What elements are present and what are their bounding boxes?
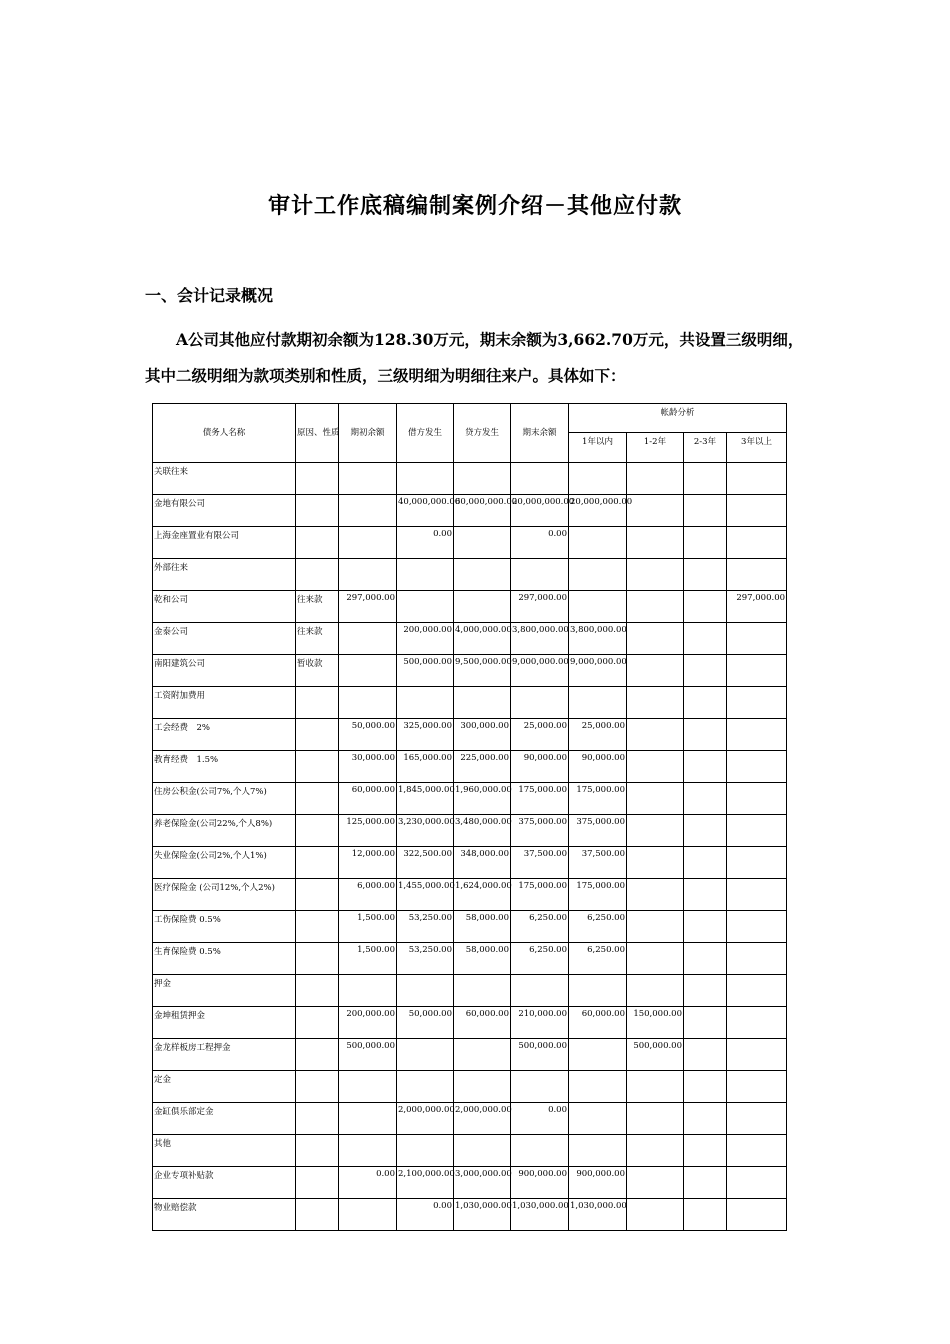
cell-name: 金龙样板房工程押金 [153, 1039, 296, 1071]
cell-closing: 90,000.00 [511, 751, 569, 783]
cell-credit: 225,000.00 [454, 751, 511, 783]
cell-credit: 3,480,000.00 [454, 815, 511, 847]
table-row [153, 911, 787, 943]
cell-name: 教育经费 1.5% [153, 751, 296, 783]
cell-nature [296, 463, 339, 495]
cell-age-over-3y [727, 975, 787, 1007]
cell-credit: 1,624,000.00 [454, 879, 511, 911]
cell-age-2-3y [684, 1103, 727, 1135]
cell-age-within-1y [569, 1039, 627, 1071]
cell-age-2-3y [684, 1199, 727, 1231]
cell-age-over-3y [727, 463, 787, 495]
cell-age-within-1y [569, 591, 627, 623]
cell-age-2-3y [684, 1071, 727, 1103]
cell-age-within-1y [569, 687, 627, 719]
header-debit: 借方发生 [397, 404, 454, 463]
cell-credit [454, 591, 511, 623]
cell-age-over-3y [727, 943, 787, 975]
cell-age-within-1y [569, 463, 627, 495]
cell-opening: 60,000.00 [339, 783, 397, 815]
cell-age-over-3y [727, 687, 787, 719]
cell-age-within-1y: 175,000.00 [569, 783, 627, 815]
cell-age-over-3y [727, 751, 787, 783]
cell-opening: 6,000.00 [339, 879, 397, 911]
cell-age-1-2y [627, 815, 684, 847]
cell-debit: 0.00 [397, 1199, 454, 1231]
cell-age-2-3y [684, 463, 727, 495]
cell-age-2-3y [684, 527, 727, 559]
cell-nature [296, 1103, 339, 1135]
cell-age-over-3y [727, 911, 787, 943]
cell-age-within-1y [569, 1103, 627, 1135]
cell-name: 金缸俱乐部定金 [153, 1103, 296, 1135]
cell-opening: 297,000.00 [339, 591, 397, 623]
cell-name: 工伤保险费 0.5% [153, 911, 296, 943]
cell-age-over-3y [727, 559, 787, 591]
cell-age-over-3y [727, 623, 787, 655]
cell-age-within-1y: 3,800,000.00 [569, 623, 627, 655]
table-row [153, 879, 787, 911]
cell-age-over-3y [727, 1135, 787, 1167]
cell-credit [454, 975, 511, 1007]
cell-closing: 175,000.00 [511, 783, 569, 815]
cell-closing [511, 463, 569, 495]
cell-age-1-2y: 500,000.00 [627, 1039, 684, 1071]
cell-closing: 900,000.00 [511, 1167, 569, 1199]
cell-age-over-3y [727, 1039, 787, 1071]
cell-age-1-2y [627, 559, 684, 591]
cell-opening: 1,500.00 [339, 911, 397, 943]
cell-nature [296, 559, 339, 591]
cell-debit: 2,100,000.00 [397, 1167, 454, 1199]
cell-age-2-3y [684, 1007, 727, 1039]
cell-name: 南阳建筑公司 [153, 655, 296, 687]
cell-age-1-2y [627, 1103, 684, 1135]
cell-age-1-2y [627, 943, 684, 975]
cell-debit: 325,000.00 [397, 719, 454, 751]
cell-debit: 1,845,000.00 [397, 783, 454, 815]
cell-age-2-3y [684, 559, 727, 591]
cell-opening [339, 623, 397, 655]
cell-opening [339, 1135, 397, 1167]
header-name: 债务人名称 [153, 404, 296, 463]
cell-nature [296, 1007, 339, 1039]
cell-age-over-3y [727, 847, 787, 879]
cell-age-over-3y [727, 1103, 787, 1135]
category-row [153, 1135, 787, 1167]
cell-age-2-3y [684, 815, 727, 847]
cell-age-1-2y [627, 975, 684, 1007]
cell-closing: 6,250.00 [511, 911, 569, 943]
cell-debit: 200,000.00 [397, 623, 454, 655]
cell-opening: 1,500.00 [339, 943, 397, 975]
cell-age-2-3y [684, 943, 727, 975]
cell-credit [454, 463, 511, 495]
cell-age-within-1y: 6,250.00 [569, 943, 627, 975]
header-age-1-2y: 1-2年 [627, 433, 684, 463]
cell-age-2-3y [684, 655, 727, 687]
header-nature: 原因、性质 [296, 404, 339, 463]
cell-age-1-2y [627, 495, 684, 527]
table-row [153, 815, 787, 847]
cell-age-1-2y [627, 591, 684, 623]
other-payables-table [152, 403, 787, 1231]
cell-opening [339, 687, 397, 719]
category-row [153, 1071, 787, 1103]
cell-closing: 297,000.00 [511, 591, 569, 623]
category-row [153, 975, 787, 1007]
cell-age-2-3y [684, 495, 727, 527]
document-title: 审计工作底稿编制案例介绍－其他应付款 [267, 193, 682, 219]
section-heading: 一、会计记录概况 [145, 286, 274, 305]
cell-age-2-3y [684, 751, 727, 783]
cell-debit: 500,000.00 [397, 655, 454, 687]
table-body [153, 463, 787, 1231]
cell-credit: 9,500,000.00 [454, 655, 511, 687]
category-row [153, 687, 787, 719]
cell-name: 住房公积金(公司7%,个人7%) [153, 783, 296, 815]
cell-credit: 3,000,000.00 [454, 1167, 511, 1199]
table-row [153, 623, 787, 655]
cell-age-1-2y [627, 623, 684, 655]
cell-name: 金地有限公司 [153, 495, 296, 527]
cell-age-within-1y: 37,500.00 [569, 847, 627, 879]
cell-nature [296, 911, 339, 943]
cell-nature [296, 687, 339, 719]
cell-age-over-3y [727, 1071, 787, 1103]
cell-debit: 0.00 [397, 527, 454, 559]
cell-age-over-3y [727, 783, 787, 815]
cell-age-2-3y [684, 879, 727, 911]
cell-age-2-3y [684, 1039, 727, 1071]
cell-age-within-1y: 375,000.00 [569, 815, 627, 847]
cell-debit [397, 1135, 454, 1167]
cell-debit: 1,455,000.00 [397, 879, 454, 911]
cell-nature [296, 847, 339, 879]
cell-closing: 375,000.00 [511, 815, 569, 847]
cell-closing: 37,500.00 [511, 847, 569, 879]
cell-debit: 53,250.00 [397, 911, 454, 943]
cell-age-within-1y: 1,030,000.00 [569, 1199, 627, 1231]
cell-age-2-3y [684, 847, 727, 879]
header-aging: 帐龄分析 [569, 404, 787, 433]
table-row [153, 1039, 787, 1071]
cell-age-within-1y: 20,000,000.00 [569, 495, 627, 527]
cell-age-1-2y: 150,000.00 [627, 1007, 684, 1039]
cell-nature: 往来款 [296, 623, 339, 655]
cell-age-within-1y: 175,000.00 [569, 879, 627, 911]
cell-opening [339, 495, 397, 527]
cell-nature [296, 751, 339, 783]
cell-closing [511, 1071, 569, 1103]
cell-age-over-3y [727, 1007, 787, 1039]
cell-age-2-3y [684, 911, 727, 943]
cell-credit [454, 527, 511, 559]
cell-debit: 322,500.00 [397, 847, 454, 879]
cell-age-over-3y [727, 815, 787, 847]
cell-closing: 20,000,000.00 [511, 495, 569, 527]
table-row [153, 495, 787, 527]
table-row [153, 1199, 787, 1231]
cell-credit: 2,000,000.00 [454, 1103, 511, 1135]
cell-age-over-3y [727, 495, 787, 527]
cell-age-over-3y [727, 1199, 787, 1231]
cell-nature: 往来款 [296, 591, 339, 623]
cell-credit [454, 687, 511, 719]
cell-debit [397, 1071, 454, 1103]
cell-age-2-3y [684, 783, 727, 815]
cell-debit: 53,250.00 [397, 943, 454, 975]
cell-credit: 58,000.00 [454, 943, 511, 975]
cell-name: 物业赔偿款 [153, 1199, 296, 1231]
cell-age-over-3y [727, 719, 787, 751]
cell-nature [296, 1199, 339, 1231]
cell-nature [296, 1039, 339, 1071]
cell-debit [397, 687, 454, 719]
cell-name: 金坤租赁押金 [153, 1007, 296, 1039]
header-age-over-3y: 3年以上 [727, 433, 787, 463]
table-row [153, 783, 787, 815]
table-row [153, 527, 787, 559]
cell-nature [296, 719, 339, 751]
category-label: 押金 [153, 975, 296, 1007]
table-row [153, 655, 787, 687]
cell-age-over-3y [727, 879, 787, 911]
cell-nature: 暂收款 [296, 655, 339, 687]
cell-name: 乾和公司 [153, 591, 296, 623]
cell-age-1-2y [627, 751, 684, 783]
cell-age-2-3y [684, 623, 727, 655]
cell-debit: 40,000,000.00 [397, 495, 454, 527]
cell-name: 企业专项补贴款 [153, 1167, 296, 1199]
cell-nature [296, 527, 339, 559]
table-row [153, 1103, 787, 1135]
cell-closing: 210,000.00 [511, 1007, 569, 1039]
cell-nature [296, 783, 339, 815]
cell-age-1-2y [627, 719, 684, 751]
cell-age-over-3y: 297,000.00 [727, 591, 787, 623]
cell-name: 工会经费 2% [153, 719, 296, 751]
category-label: 定金 [153, 1071, 296, 1103]
cell-credit [454, 1071, 511, 1103]
cell-age-2-3y [684, 719, 727, 751]
cell-closing [511, 687, 569, 719]
cell-debit [397, 559, 454, 591]
cell-opening [339, 1103, 397, 1135]
category-row [153, 559, 787, 591]
cell-age-1-2y [627, 783, 684, 815]
cell-nature [296, 815, 339, 847]
cell-opening [339, 975, 397, 1007]
cell-credit: 1,030,000.00 [454, 1199, 511, 1231]
cell-credit: 4,000,000.00 [454, 623, 511, 655]
cell-age-2-3y [684, 1167, 727, 1199]
cell-opening [339, 559, 397, 591]
cell-nature [296, 1071, 339, 1103]
table-row [153, 847, 787, 879]
cell-age-1-2y [627, 879, 684, 911]
cell-closing: 6,250.00 [511, 943, 569, 975]
cell-age-within-1y [569, 527, 627, 559]
cell-age-1-2y [627, 463, 684, 495]
cell-closing [511, 559, 569, 591]
cell-debit: 165,000.00 [397, 751, 454, 783]
cell-opening [339, 655, 397, 687]
cell-closing: 25,000.00 [511, 719, 569, 751]
header-closing: 期末余额 [511, 404, 569, 463]
cell-name: 金泰公司 [153, 623, 296, 655]
cell-credit: 1,960,000.00 [454, 783, 511, 815]
cell-age-over-3y [727, 1167, 787, 1199]
cell-debit [397, 463, 454, 495]
cell-age-within-1y [569, 559, 627, 591]
cell-closing: 3,800,000.00 [511, 623, 569, 655]
cell-opening [339, 1199, 397, 1231]
table-row [153, 591, 787, 623]
cell-age-2-3y [684, 975, 727, 1007]
table-row [153, 1167, 787, 1199]
cell-age-2-3y [684, 591, 727, 623]
cell-age-within-1y: 9,000,000.00 [569, 655, 627, 687]
cell-opening [339, 1071, 397, 1103]
cell-nature [296, 975, 339, 1007]
table-row [153, 751, 787, 783]
cell-debit: 3,230,000.00 [397, 815, 454, 847]
header-opening: 期初余额 [339, 404, 397, 463]
cell-age-within-1y: 90,000.00 [569, 751, 627, 783]
cell-debit [397, 975, 454, 1007]
cell-opening: 12,000.00 [339, 847, 397, 879]
cell-opening: 200,000.00 [339, 1007, 397, 1039]
cell-opening: 125,000.00 [339, 815, 397, 847]
table-row [153, 719, 787, 751]
cell-age-1-2y [627, 911, 684, 943]
cell-closing: 175,000.00 [511, 879, 569, 911]
cell-nature [296, 495, 339, 527]
table-row [153, 1007, 787, 1039]
cell-credit [454, 559, 511, 591]
cell-age-2-3y [684, 687, 727, 719]
cell-closing [511, 975, 569, 1007]
cell-closing: 0.00 [511, 1103, 569, 1135]
cell-credit: 60,000,000.00 [454, 495, 511, 527]
cell-closing: 500,000.00 [511, 1039, 569, 1071]
cell-age-2-3y [684, 1135, 727, 1167]
cell-age-over-3y [727, 655, 787, 687]
cell-closing [511, 1135, 569, 1167]
cell-debit: 50,000.00 [397, 1007, 454, 1039]
cell-name: 医疗保险金 (公司12%,个人2%) [153, 879, 296, 911]
cell-credit: 60,000.00 [454, 1007, 511, 1039]
cell-debit [397, 1039, 454, 1071]
category-label: 其他 [153, 1135, 296, 1167]
header-credit: 贷方发生 [454, 404, 511, 463]
cell-age-1-2y [627, 527, 684, 559]
cell-closing: 1,030,000.00 [511, 1199, 569, 1231]
category-label: 工资附加费用 [153, 687, 296, 719]
cell-nature [296, 1135, 339, 1167]
category-label: 关联往来 [153, 463, 296, 495]
cell-age-1-2y [627, 847, 684, 879]
cell-opening: 500,000.00 [339, 1039, 397, 1071]
cell-name: 上海金座置业有限公司 [153, 527, 296, 559]
cell-age-within-1y: 60,000.00 [569, 1007, 627, 1039]
cell-name: 失业保险金(公司2%,个人1%) [153, 847, 296, 879]
cell-age-within-1y [569, 1135, 627, 1167]
cell-name: 养老保险金(公司22%,个人8%) [153, 815, 296, 847]
cell-age-1-2y [627, 1135, 684, 1167]
cell-credit: 58,000.00 [454, 911, 511, 943]
cell-credit: 300,000.00 [454, 719, 511, 751]
cell-age-1-2y [627, 1071, 684, 1103]
cell-closing: 0.00 [511, 527, 569, 559]
cell-opening: 30,000.00 [339, 751, 397, 783]
header-age-2-3y: 2-3年 [684, 433, 727, 463]
cell-name: 生育保险费 0.5% [153, 943, 296, 975]
cell-age-1-2y [627, 1199, 684, 1231]
cell-credit [454, 1135, 511, 1167]
cell-nature [296, 943, 339, 975]
category-row [153, 463, 787, 495]
cell-opening [339, 527, 397, 559]
header-age-within-1y: 1年以内 [569, 433, 627, 463]
cell-opening: 50,000.00 [339, 719, 397, 751]
cell-age-within-1y [569, 975, 627, 1007]
table-row [153, 943, 787, 975]
cell-closing: 9,000,000.00 [511, 655, 569, 687]
category-label: 外部往来 [153, 559, 296, 591]
cell-opening: 0.00 [339, 1167, 397, 1199]
cell-age-within-1y: 6,250.00 [569, 911, 627, 943]
cell-debit [397, 591, 454, 623]
cell-age-1-2y [627, 687, 684, 719]
cell-age-1-2y [627, 1167, 684, 1199]
cell-age-within-1y: 25,000.00 [569, 719, 627, 751]
cell-age-1-2y [627, 655, 684, 687]
cell-opening [339, 463, 397, 495]
cell-nature [296, 1167, 339, 1199]
cell-credit: 348,000.00 [454, 847, 511, 879]
cell-age-within-1y: 900,000.00 [569, 1167, 627, 1199]
cell-credit [454, 1039, 511, 1071]
cell-nature [296, 879, 339, 911]
cell-age-over-3y [727, 527, 787, 559]
cell-age-within-1y [569, 1071, 627, 1103]
intro-paragraph: A公司其他应付款期初余额为128.30万元，期末余额为3,662.70万元，共设置三级明细，其中二级明细为款项类别和性质，三级明细为明细往来户。具体如下： [145, 330, 804, 385]
cell-debit: 2,000,000.00 [397, 1103, 454, 1135]
